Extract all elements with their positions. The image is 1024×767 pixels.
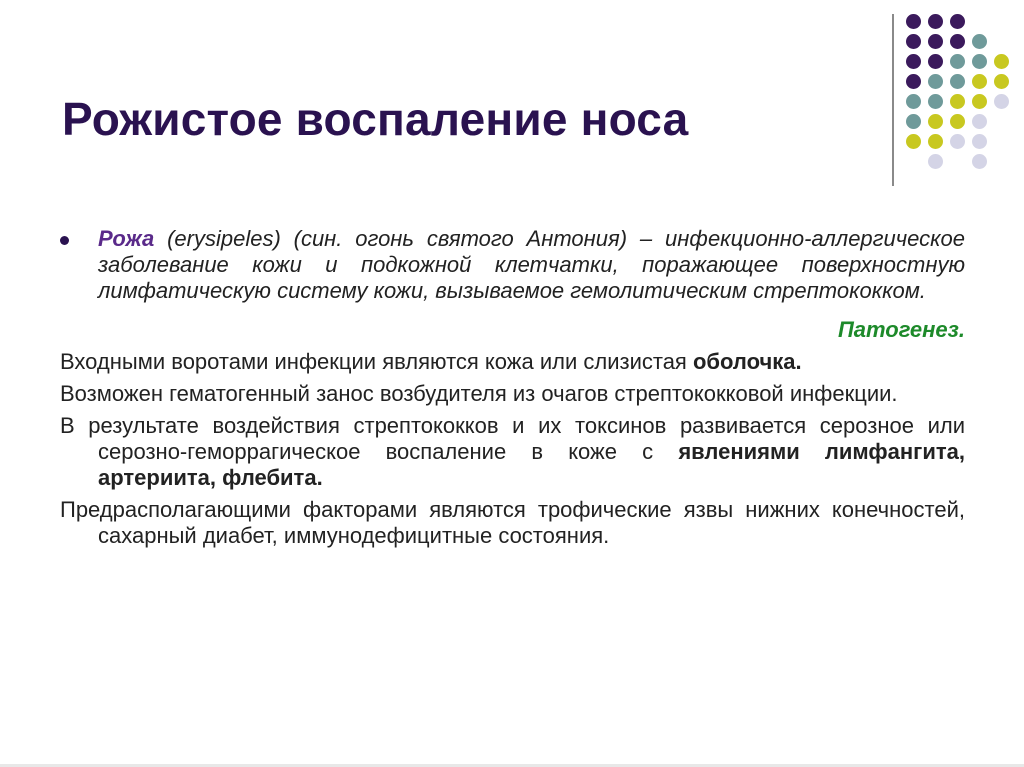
definition-term: Рожа: [98, 226, 155, 251]
decor-dot: [928, 34, 943, 49]
paragraph-text: В результате воздействия стрептококков и их токсинов развивается серозное или серозно-геморрагическое воспаление в коже с: [60, 413, 965, 464]
paragraph-hematogenous: [60, 381, 965, 407]
bullet-icon: [60, 236, 69, 245]
paragraph-emphasis: оболочка.: [692, 349, 802, 374]
decor-dot-grid: [904, 10, 1014, 170]
paragraph-risk-factors: [60, 497, 965, 549]
paragraph-text: Предрасполагающими факторами являются трофические язвы нижних конечностей, сахарный диабет, иммунодефицитные состояния.: [60, 497, 965, 548]
decor-dot: [928, 94, 943, 109]
decor-dot: [906, 14, 921, 29]
decor-dot: [906, 94, 921, 109]
definition-body: (erysipeles) (син. огонь святого Антония) – инфекционно-аллергическое заболевание кожи и подкожной клетчатки, поражающее поверхностную лимфатическую систему кожи, вызываемое гемолитическим стрептококком.: [98, 226, 965, 303]
decor-dot: [972, 74, 987, 89]
definition-item: [60, 226, 965, 304]
decor-dot: [906, 134, 921, 149]
decor-dot: [950, 114, 965, 129]
paragraph-entry-gate: [60, 349, 965, 375]
paragraph-text: Входными воротами инфекции являются кожа или слизистая: [60, 349, 693, 374]
decor-vertical-line: [892, 14, 894, 186]
definition-text: [98, 226, 965, 304]
decor-dot: [994, 94, 1009, 109]
decor-dot: [972, 154, 987, 169]
decor-dot: [950, 134, 965, 149]
paragraph-emphasis: явлениями лимфангита, артериита, флебита.: [98, 439, 965, 490]
decor-dot: [950, 54, 965, 69]
decor-dot: [928, 114, 943, 129]
decor-dot: [972, 54, 987, 69]
decor-dot: [950, 34, 965, 49]
decor-dot: [950, 14, 965, 29]
slide-content: [60, 226, 965, 549]
decor-dot: [906, 54, 921, 69]
paragraph-text: Возможен гематогенный занос возбудителя из очагов стрептококковой инфекции.: [60, 381, 898, 406]
decor-dot: [928, 74, 943, 89]
paragraph-inflammation: [60, 413, 965, 491]
decor-dot: [928, 14, 943, 29]
decor-dot: [950, 94, 965, 109]
decor-dot: [972, 134, 987, 149]
decor-dot: [994, 54, 1009, 69]
decor-dot: [928, 54, 943, 69]
decor-dot: [906, 74, 921, 89]
decor-dot: [928, 134, 943, 149]
decor-dot: [972, 34, 987, 49]
decor-dot: [906, 34, 921, 49]
decor-dot: [972, 94, 987, 109]
decor-dot: [994, 74, 1009, 89]
decor-dot: [950, 74, 965, 89]
pathogenesis-heading: Патогенез.: [837, 317, 965, 342]
decor-dot: [906, 114, 921, 129]
decor-dot: [972, 114, 987, 129]
slide-title: Рожистое воспаление носа: [62, 93, 689, 145]
decor-dot: [928, 154, 943, 169]
